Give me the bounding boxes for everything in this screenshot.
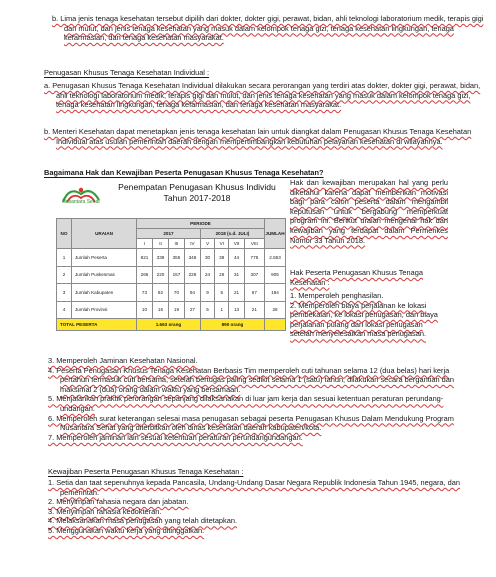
sub-col-header: IV <box>184 239 200 249</box>
row-label: Jumlah Puskesmas <box>72 266 137 284</box>
section-heading-individual: Penugasan Khusus Tenaga Kesehatan Individual : <box>44 68 210 77</box>
table-cell: 24 <box>200 266 214 284</box>
row-label: Jumlah Provinsi <box>72 301 137 319</box>
table-cell: 821 <box>137 249 153 267</box>
total-empty <box>265 319 286 331</box>
col-2017-header: 2017 <box>137 229 201 239</box>
col-uraian-header: URAIAN <box>72 219 137 249</box>
nusantara-sehat-logo <box>59 182 103 212</box>
table-cell: 30 <box>200 249 214 267</box>
figure-title <box>108 182 286 204</box>
list-item: 3. Menyimpan rahasia kedokteran. <box>48 506 162 516</box>
table-row <box>57 301 286 319</box>
sub-col-header: I <box>137 239 153 249</box>
table-cell: 31 <box>229 266 244 284</box>
table-cell: 21 <box>244 301 264 319</box>
table-cell: 38 <box>215 249 229 267</box>
table-cell: 228 <box>184 266 200 284</box>
list-item: 1. Setia dan taat sepenuhnya kepada Pancasila, Undang-Undang Dasar Negara Republik Indonesia Tahun 1945, negara, dan pemerintah. <box>48 478 460 497</box>
sub-col-header: III <box>168 239 184 249</box>
table-cell: 220 <box>152 266 168 284</box>
list-item: 7. Memperoleh jaminan lain sesuai ketentuan peraturan perundangundangan. <box>48 432 303 442</box>
total-label: TOTAL PESERTA <box>57 319 137 331</box>
sub-col-header: II <box>152 239 168 249</box>
list-item: 3. Memperoleh Jaminan Kesehatan Nasional. <box>48 356 198 365</box>
row-total: 194 <box>265 284 286 302</box>
hak-list <box>48 356 478 442</box>
table-cell: 27 <box>184 301 200 319</box>
list-item: 2. Memperoleh biaya perjalanan ke lokasi pembekalan, ke lokasi penugasan, dan biaya perjalanan pulang dari lokasi penugasan setelah menyelesaikan masa penugasan. <box>290 300 438 339</box>
row-total: 28 <box>265 301 286 319</box>
table-cell: 10 <box>137 301 153 319</box>
col-no-header: NO <box>57 219 72 249</box>
table-cell: 13 <box>229 301 244 319</box>
table-cell: 307 <box>244 266 264 284</box>
table-cell: 778 <box>244 249 264 267</box>
figure-title-line2: Tahun 2017-2018 <box>163 193 231 203</box>
table-cell: 339 <box>152 249 168 267</box>
kewajiban-list <box>48 478 478 536</box>
table-cell: 5 <box>215 284 229 302</box>
figure-title-line1: Penempatan Penugasan Khusus Individu <box>118 182 276 192</box>
row-no: 1 <box>57 249 72 267</box>
table-cell: 21 <box>229 284 244 302</box>
hak-kewajiban-intro: Hak dan kewajiban merupakan hal yang perlu diketahui karena dapat memberikan motivasi bagi para calon peserta dalam mengambil keputusan untuk bergabung memperkuat program ini. Berikut uraian mengenai hak dan kewajiban yang terdapat dalam Permenkes Nomor 33 Tahun 2018. <box>290 178 448 245</box>
table-cell: 26 <box>215 266 229 284</box>
table-cell: 157 <box>168 266 184 284</box>
total-2018: 890 orang <box>200 319 264 331</box>
row-no: 2 <box>57 266 72 284</box>
hak-heading: Hak Peserta Penugasan Khusus Tenaga Kesehatan : <box>290 268 423 287</box>
col-jumlah-header: JUMLAH <box>265 219 286 249</box>
sub-col-header: VII <box>229 239 244 249</box>
section1-paragraph-a: a. Penugasan Khusus Tenaga Kesehatan Individual dilakukan secara perorangan yang terdiri atas dokter, dokter gigi, perawat, bidan, ahli teknologi laboratorium medik, terapis gigi dan mulut, dan jenis tenaga kesehatan yang masuk dalam kelompok tenaga gizi, tenaga kesehatan lingkungan, tenaga kefarmasian, dan tenaga kesehatan masyarakat. <box>44 81 481 110</box>
list-item: 1. Memperoleh penghasilan. <box>290 291 384 300</box>
table-cell: 5 <box>200 301 214 319</box>
sub-col-header: V <box>200 239 214 249</box>
table-cell: 44 <box>229 249 244 267</box>
list-item: 4. Melaksanakan masa penugasan yang telah ditetapkan. <box>48 516 238 526</box>
col-2018-header: 2018 (s.d. JULI) <box>200 229 264 239</box>
table-cell: 19 <box>168 301 184 319</box>
hak-list-right <box>290 291 448 339</box>
row-total: 905 <box>265 266 286 284</box>
table-row <box>57 249 286 267</box>
placement-table <box>56 218 286 331</box>
table-cell: 94 <box>184 284 200 302</box>
row-label: Jumlah Kabupaten <box>72 284 137 302</box>
list-item: 2. Menyimpan rahasia negara dan jabatan. <box>48 497 189 507</box>
table-cell: 1 <box>215 301 229 319</box>
table-cell: 67 <box>244 284 264 302</box>
row-no: 3 <box>57 284 72 302</box>
list-item: 6. Memperoleh surat keterangan selesai masa penugasan sebagai peserta Penugasan Khusus Dalam Mendukung Program Nusantara Sehat yang diterbitkan oleh dinas kesehatan daerah kabupaten/kota. <box>48 413 454 433</box>
list-item: 5. Menjalankan praktik perorangan sepanjang dilaksanakan di luar jam kerja dan sesuai ketentuan peraturan perundang-undangan. <box>48 394 444 413</box>
table-cell: 355 <box>168 249 184 267</box>
logo-text: Nusantara Sehat <box>62 199 100 205</box>
total-2017: 1.663 orang <box>137 319 201 331</box>
table-cell: 73 <box>137 284 153 302</box>
table-row <box>57 266 286 284</box>
row-total: 2.553 <box>265 249 286 267</box>
sub-col-header: VIII <box>244 239 264 249</box>
list-item: 5. Menggunakan waktu kerja yang ditinggalkan. <box>48 525 205 535</box>
placement-table-figure <box>56 176 286 354</box>
kewajiban-heading: Kewajiban Peserta Penugasan Khusus Tenaga Kesehatan : <box>48 467 244 476</box>
table-cell: 16 <box>152 301 168 319</box>
figure-header <box>56 176 286 218</box>
row-no: 4 <box>57 301 72 319</box>
table-cell: 82 <box>152 284 168 302</box>
intro-paragraph-b: b. Lima jenis tenaga kesehatan tersebut dipilih dari dokter, dokter gigi, perawat, bidan, ahli teknologi laboratorium medik, terapis gigi dan mulut, dan jenis tenaga kesehatan yang masuk dalam kelompok tenaga gizi, tenaga kesehatan lingkungan, tenaga kefarmasian, dan tenaga kesehatan masyarakat. <box>52 14 484 43</box>
row-label: Jumlah Peserta <box>72 249 137 267</box>
col-periode-header: PERIODE <box>137 219 265 229</box>
sub-col-header: VI <box>215 239 229 249</box>
table-cell: 70 <box>168 284 184 302</box>
table-row <box>57 284 286 302</box>
list-item: 4. Peserta Penugasan Khusus Tenaga Kesehatan Berbasis Tim memperoleh cuti tahunan selama 12 (dua belas) hari kerja pertahun termasuk cuti bersama, setelah bertugas paling sedikit selama 1 (satu) tahun, dilakukan secara bergantian dan maksimal 2 (dua) orang dalam waktu yang bersamaan. <box>48 365 454 394</box>
table-cell: 9 <box>200 284 214 302</box>
total-row <box>57 319 286 331</box>
table-cell: 348 <box>184 249 200 267</box>
section-heading-hak-kewajiban: Bagaimana Hak dan Kewajiban Peserta Penugasan Khusus Tenaga Kesehatan? <box>44 168 324 177</box>
table-cell: 266 <box>137 266 153 284</box>
section1-paragraph-b: b. Menteri Kesehatan dapat menetapkan jenis tenaga kesehatan lain untuk diangkat dalam Penugasan Khusus Tenaga Kesehatan Individual atas usulan pemerintah daerah dengan mempertimbangkan kebutuhan pelayanan kesehatan di wilayahnya. <box>44 127 472 146</box>
